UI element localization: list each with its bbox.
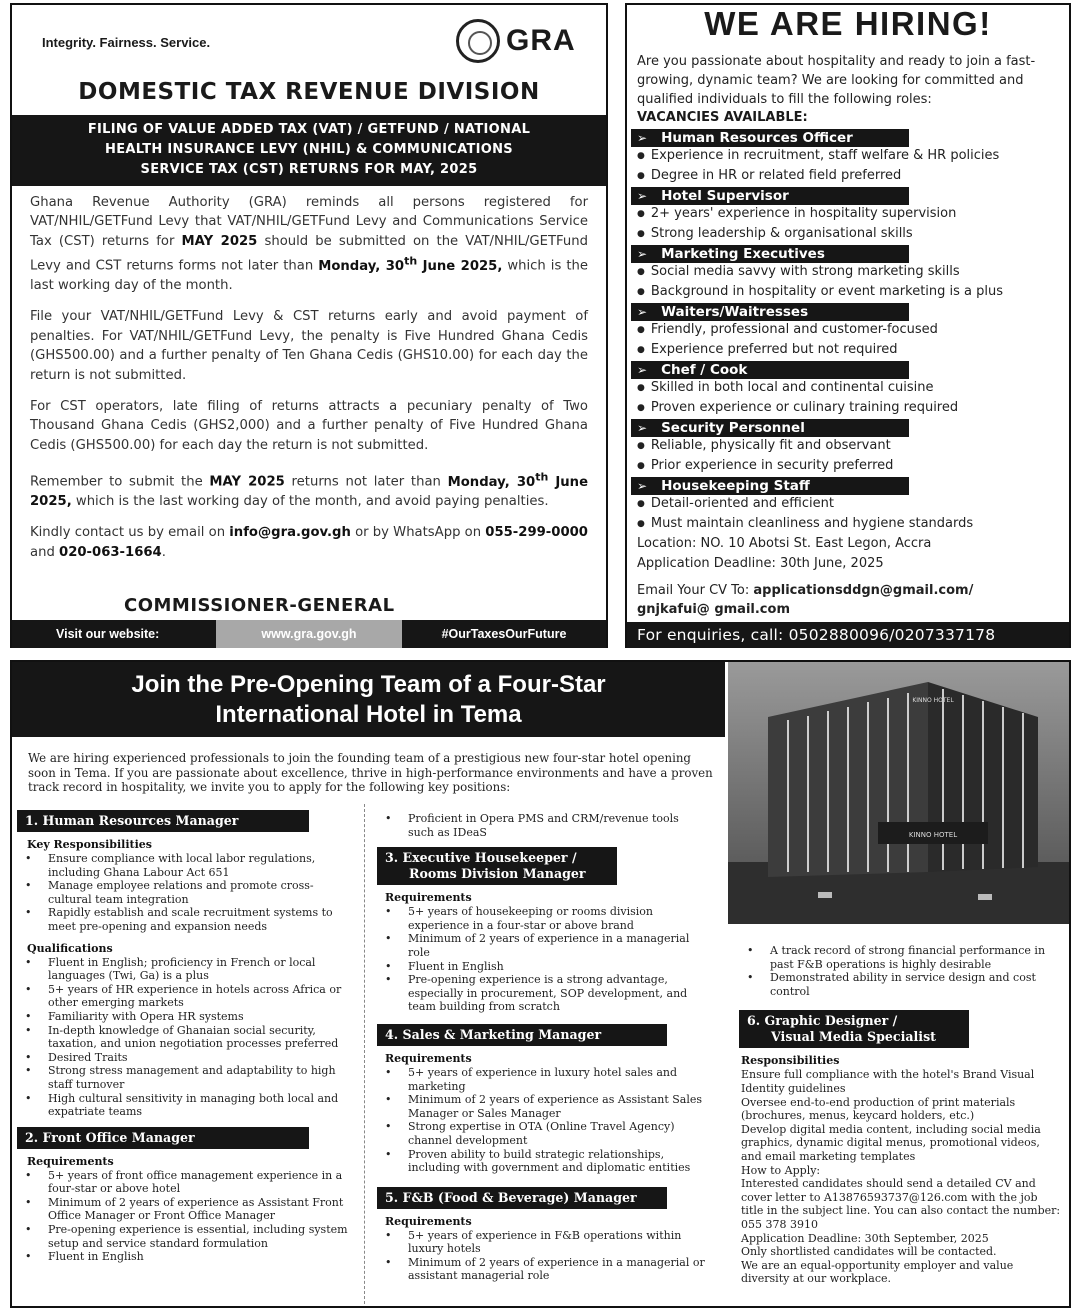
hotel-intro: We are hiring experienced professionals to join the founding team of a prestigious new four-star hotel opening soon in Tema. If you are passionate about excellence, thrive in high-performance environments and have a proven track record in hospitality, we invite you to apply for the following key positions: [28,751,713,794]
detail-line: Develop digital media content, including social media graphics, dynamic digital menus, promotional videos, and email marketing templates [741,1122,1041,1163]
gra-subtitle-line: FILING OF VALUE ADDED TAX (VAT) / GETFUND / NATIONAL [87,122,531,137]
gra-paragraph-1: Ghana Revenue Authority (GRA) reminds all persons registered for VAT/NHIL/GETFund Levy that VAT/NHIL/GETFund Levy and Communications Service Tax (CST) returns for MAY 2025 should be submitted on the VAT/NHIL/GETFund Levy and CST returns forms not later than Monday, 30th June 2025, which is the last working day of the month. [30,195,588,294]
vacancy-bullet: ● Prior experience in security preferred [631,457,1067,477]
gra-logo-text: GRA [506,24,576,57]
vacancy-title: ➢ Housekeeping Staff [631,477,909,495]
hiring-intro: Are you passionate about hospitality and ready to join a fast-growing, dynamic team? We are looking for committed and qualified individuals to fill the following roles: [637,54,1036,107]
gra-contact-paragraph: Kindly contact us by email on info@gra.gov.gh or by WhatsApp on 055-299-0000 and 020-063-1664. [30,525,588,560]
section-label: Qualifications [27,941,113,955]
detail-line: Oversee end-to-end production of print materials (brochures, menus, keycard holders, etc.) [741,1095,1016,1123]
vacancy-bullet: ● 2+ years' experience in hospitality supervision [631,205,1067,225]
section-label: Requirements [27,1154,114,1168]
detail-line: Application Deadline: 30th September, 2025 [741,1231,989,1245]
email-label: Email Your CV To: [637,583,754,598]
gra-notice-panel [10,3,608,648]
vacancy-title: ➢ Security Personnel [631,419,909,437]
list-item: • 5+ years of housekeeping or rooms division experience in a four-star or above brand [377,905,707,932]
gra-paragraph-4: Remember to submit the MAY 2025 returns not later than Monday, 30th June 2025, which is the last working day of the month, and avoid paying penalties. [30,470,589,510]
gra-hashtag: #OurTaxesOurFuture [441,627,567,641]
list-item: • 5+ years of experience in luxury hotel sales and marketing [377,1066,707,1093]
vacancies-label: VACANCIES AVAILABLE: [637,110,808,125]
section-label: Requirements [385,1051,472,1065]
list-item: • Strong stress management and adaptability to high staff turnover [17,1064,357,1091]
hr-qualifications-list [17,956,357,1119]
vacancy-bullet: ● Strong leadership & organisational skills [631,225,1067,245]
vacancy-title: ➢ Waiters/Waitresses [631,303,909,321]
vacancy-bullet: ● Friendly, professional and customer-focused [631,321,1067,341]
vacancy-list [631,128,1067,534]
arrow-icon: ➢ [637,247,648,261]
list-item: • Familiarity with Opera HR systems [17,1010,357,1024]
gra-signature: COMMISSIONER-GENERAL [124,595,395,616]
front-office-requirements-list [17,1169,357,1264]
vacancy-bullet: ● Social media savvy with strong marketing skills [631,263,1067,283]
section-label: Key Responsibilities [27,838,152,851]
vacancy-bullet: ● Experience preferred but not required [631,341,1067,361]
gra-title: DOMESTIC TAX REVENUE DIVISION [78,79,540,105]
hotel-recruitment-panel [10,660,1071,1308]
detail-line: Ensure full compliance with the hotel's Brand Visual Identity guidelines [741,1068,1035,1095]
gra-whatsapp-number: 055-299-0000 [485,525,588,541]
fb-requirements-list [377,1229,707,1283]
hiring-title: WE ARE HIRING! [704,5,992,42]
gra-body [30,193,588,574]
vacancy-bullet: ● Detail-oriented and efficient [631,495,1067,515]
enquiries-bar: For enquiries, call: 0502880096/0207337178 [627,622,1069,648]
list-item: • Minimum of 2 years of experience as Assistant Front Office Manager or Front Office Manager [17,1196,357,1223]
graphic-designer-details [741,1068,1061,1286]
list-item: • Proficient in Opera PMS and CRM/revenue tools such as IDeaS [377,812,707,839]
vacancy-title: ➢ Marketing Executives [631,245,909,263]
list-item: • Fluent in English; proficiency in French or local languages (Twi, Ga) is a plus [17,956,357,983]
vacancy-bullet: ● Must maintain cleanliness and hygiene standards [631,515,1067,535]
gra-motto: Integrity. Fairness. Service. [42,35,211,50]
list-item: • Strong expertise in OTA (Online Travel Agency) channel development [377,1120,707,1147]
hiring-location: Location: NO. 10 Abotsi St. East Legon, Accra [637,536,932,551]
vacancy-bullet: ● Skilled in both local and continental cuisine [631,379,1067,399]
hiring-panel [625,3,1071,648]
section-title-executive-housekeeper: 3. Executive Housekeeper / Rooms Division Manager [377,847,617,885]
list-item: • Proven ability to build strategic relationships, including with government and diplomatic entities [377,1148,707,1175]
list-item: • 5+ years of HR experience in hotels across Africa or other emerging markets [17,983,357,1010]
vacancy-title: ➢ Chef / Cook [631,361,909,379]
list-item: • In-depth knowledge of Ghanaian social security, taxation, and union negotiation processes preferred [17,1024,357,1051]
list-item: • Ensure compliance with local labor regulations, including Ghana Labour Act 651 [17,852,357,879]
vacancy-bullet: ● Experience in recruitment, staff welfare & HR policies [631,147,1067,167]
email-link-2[interactable]: gnjkafui@ gmail.com [637,602,790,617]
list-item: • 5+ years of experience in F&B operations within luxury hotels [377,1229,707,1256]
section-title-graphic-designer: 6. Graphic Designer / Visual Media Specialist [739,1010,969,1048]
list-item: • Minimum of 2 years of experience as Assistant Sales Manager or Sales Manager [377,1093,707,1120]
gra-footer-visit: Visit our website: [56,627,160,641]
list-item: • Desired Traits [17,1051,357,1065]
vacancy-title: ➢ Hotel Supervisor [631,187,909,205]
gra-email-link[interactable]: info@gra.gov.gh [229,525,351,541]
gra-phone-number: 020-063-1664 [59,544,162,560]
arrow-icon: ➢ [637,421,648,435]
list-item: • Fluent in English [377,960,707,974]
list-item: • Pre-opening experience is essential, including system setup and service standard formulation [17,1223,357,1250]
housekeeper-requirements-list [377,905,707,1014]
section-label: Requirements [385,891,472,905]
arrow-icon: ➢ [637,479,648,493]
hiring-location-block [637,534,931,574]
arrow-icon: ➢ [637,189,648,203]
hiring-email-block [637,581,973,619]
gra-logo [456,19,576,63]
list-item: • Pre-opening experience is a strong advantage, especially in procurement, SOP development, and team building from scratch [377,973,707,1014]
arrow-icon: ➢ [637,305,648,319]
section-title-hr-manager: 1. Human Resources Manager [17,810,309,832]
column-divider [364,804,365,1304]
arrow-icon: ➢ [637,131,648,145]
hiring-deadline: Application Deadline: 30th June, 2025 [637,556,884,571]
detail-line: Only shortlisted candidates will be contacted. [741,1245,997,1259]
detail-line: How to Apply: [741,1163,821,1177]
list-item: • Minimum of 2 years of experience in a managerial role [377,932,707,959]
gra-footer [12,620,606,648]
arrow-icon: ➢ [637,363,648,377]
gra-paragraph-2: File your VAT/NHIL/GETFund Levy & CST returns early and avoid payment of penalties. For VAT/NHIL/GETFund Levy, the penalty is Five Hundred Ghana Cedis (GHS500.00) and a further penalty of Ten Ghana Cedis (GHS10.00) for each day the return is not submitted. [30,309,588,383]
hotel-banner-line: International Hotel in Tema [215,701,522,728]
section-title-front-office-manager: 2. Front Office Manager [17,1127,309,1149]
vacancy-bullet: ● Proven experience or culinary training required [631,399,1067,419]
section-title-sales-marketing-manager: 4. Sales & Marketing Manager [377,1024,667,1046]
fb-requirements-continued [739,944,1061,998]
list-item: • High cultural sensitivity in managing both local and expatriate teams [17,1092,357,1119]
email-link-1[interactable]: applicationsddgn@gmail.com/ [753,583,974,598]
list-item: • Fluent in English [17,1250,357,1264]
list-item: • Rapidly establish and scale recruitment systems to meet pre-opening and expansion needs [17,906,357,933]
hotel-column-1 [17,810,357,1264]
detail-line: We are an equal-opportunity employer and value diversity at our workplace. [741,1258,1014,1286]
list-item: • Demonstrated ability in service design and cost control [739,971,1061,998]
gra-seal-icon [456,19,500,63]
list-item: • Manage employee relations and promote cross-cultural team integration [17,879,357,906]
hotel-column-3 [739,944,1061,1286]
list-item: • A track record of strong financial performance in past F&B operations is highly desirable [739,944,1061,971]
gra-paragraph-3: For CST operators, late filing of returns attracts a pecuniary penalty of Two Thousand Ghana Cedis (GHS2,000) and a further penalty of Five Hundred Ghana Cedis (GHS500.00) for each day the return is not submitted. [30,399,588,453]
hotel-building-photo [728,662,1071,924]
vacancy-bullet: ● Degree in HR or related field preferred [631,167,1067,187]
vacancy-bullet: ● Background in hospitality or event marketing is a plus [631,283,1067,303]
section-label: Responsibilities [741,1054,840,1068]
front-office-requirements-continued [377,812,707,839]
gra-website-link[interactable]: www.gra.gov.gh [216,620,402,648]
gra-subtitle-line: HEALTH INSURANCE LEVY (NHIL) & COMMUNICATIONS [105,142,513,157]
hotel-column-2 [377,812,707,1283]
hr-responsibilities-list [17,852,357,934]
gra-subtitle-line: SERVICE TAX (CST) RETURNS FOR MAY, 2025 [140,162,478,177]
building-sign-lower: KINNO HOTEL [908,831,958,839]
sales-requirements-list [377,1066,707,1175]
hotel-banner-line: Join the Pre-Opening Team of a Four-Star [131,671,606,698]
hotel-banner [12,662,725,737]
list-item: • Minimum of 2 years of experience in a managerial or assistant managerial role [377,1256,707,1283]
gra-subtitle-bar [12,115,606,186]
vacancy-bullet: ● Reliable, physically fit and observant [631,437,1067,457]
detail-line: Interested candidates should send a detailed CV and cover letter to A13876593737@126.com with the job title in the subject line. You can also contact the number: 055 378 3910 [741,1177,1061,1231]
building-sign-top: KINNO HOTEL [912,697,954,704]
vacancy-title: ➢ Human Resources Officer [631,129,909,147]
list-item: • 5+ years of front office management experience in a four-star or above hotel [17,1169,357,1196]
section-title-fb-manager: 5. F&B (Food & Beverage) Manager [377,1187,667,1209]
section-label: Requirements [385,1214,472,1228]
